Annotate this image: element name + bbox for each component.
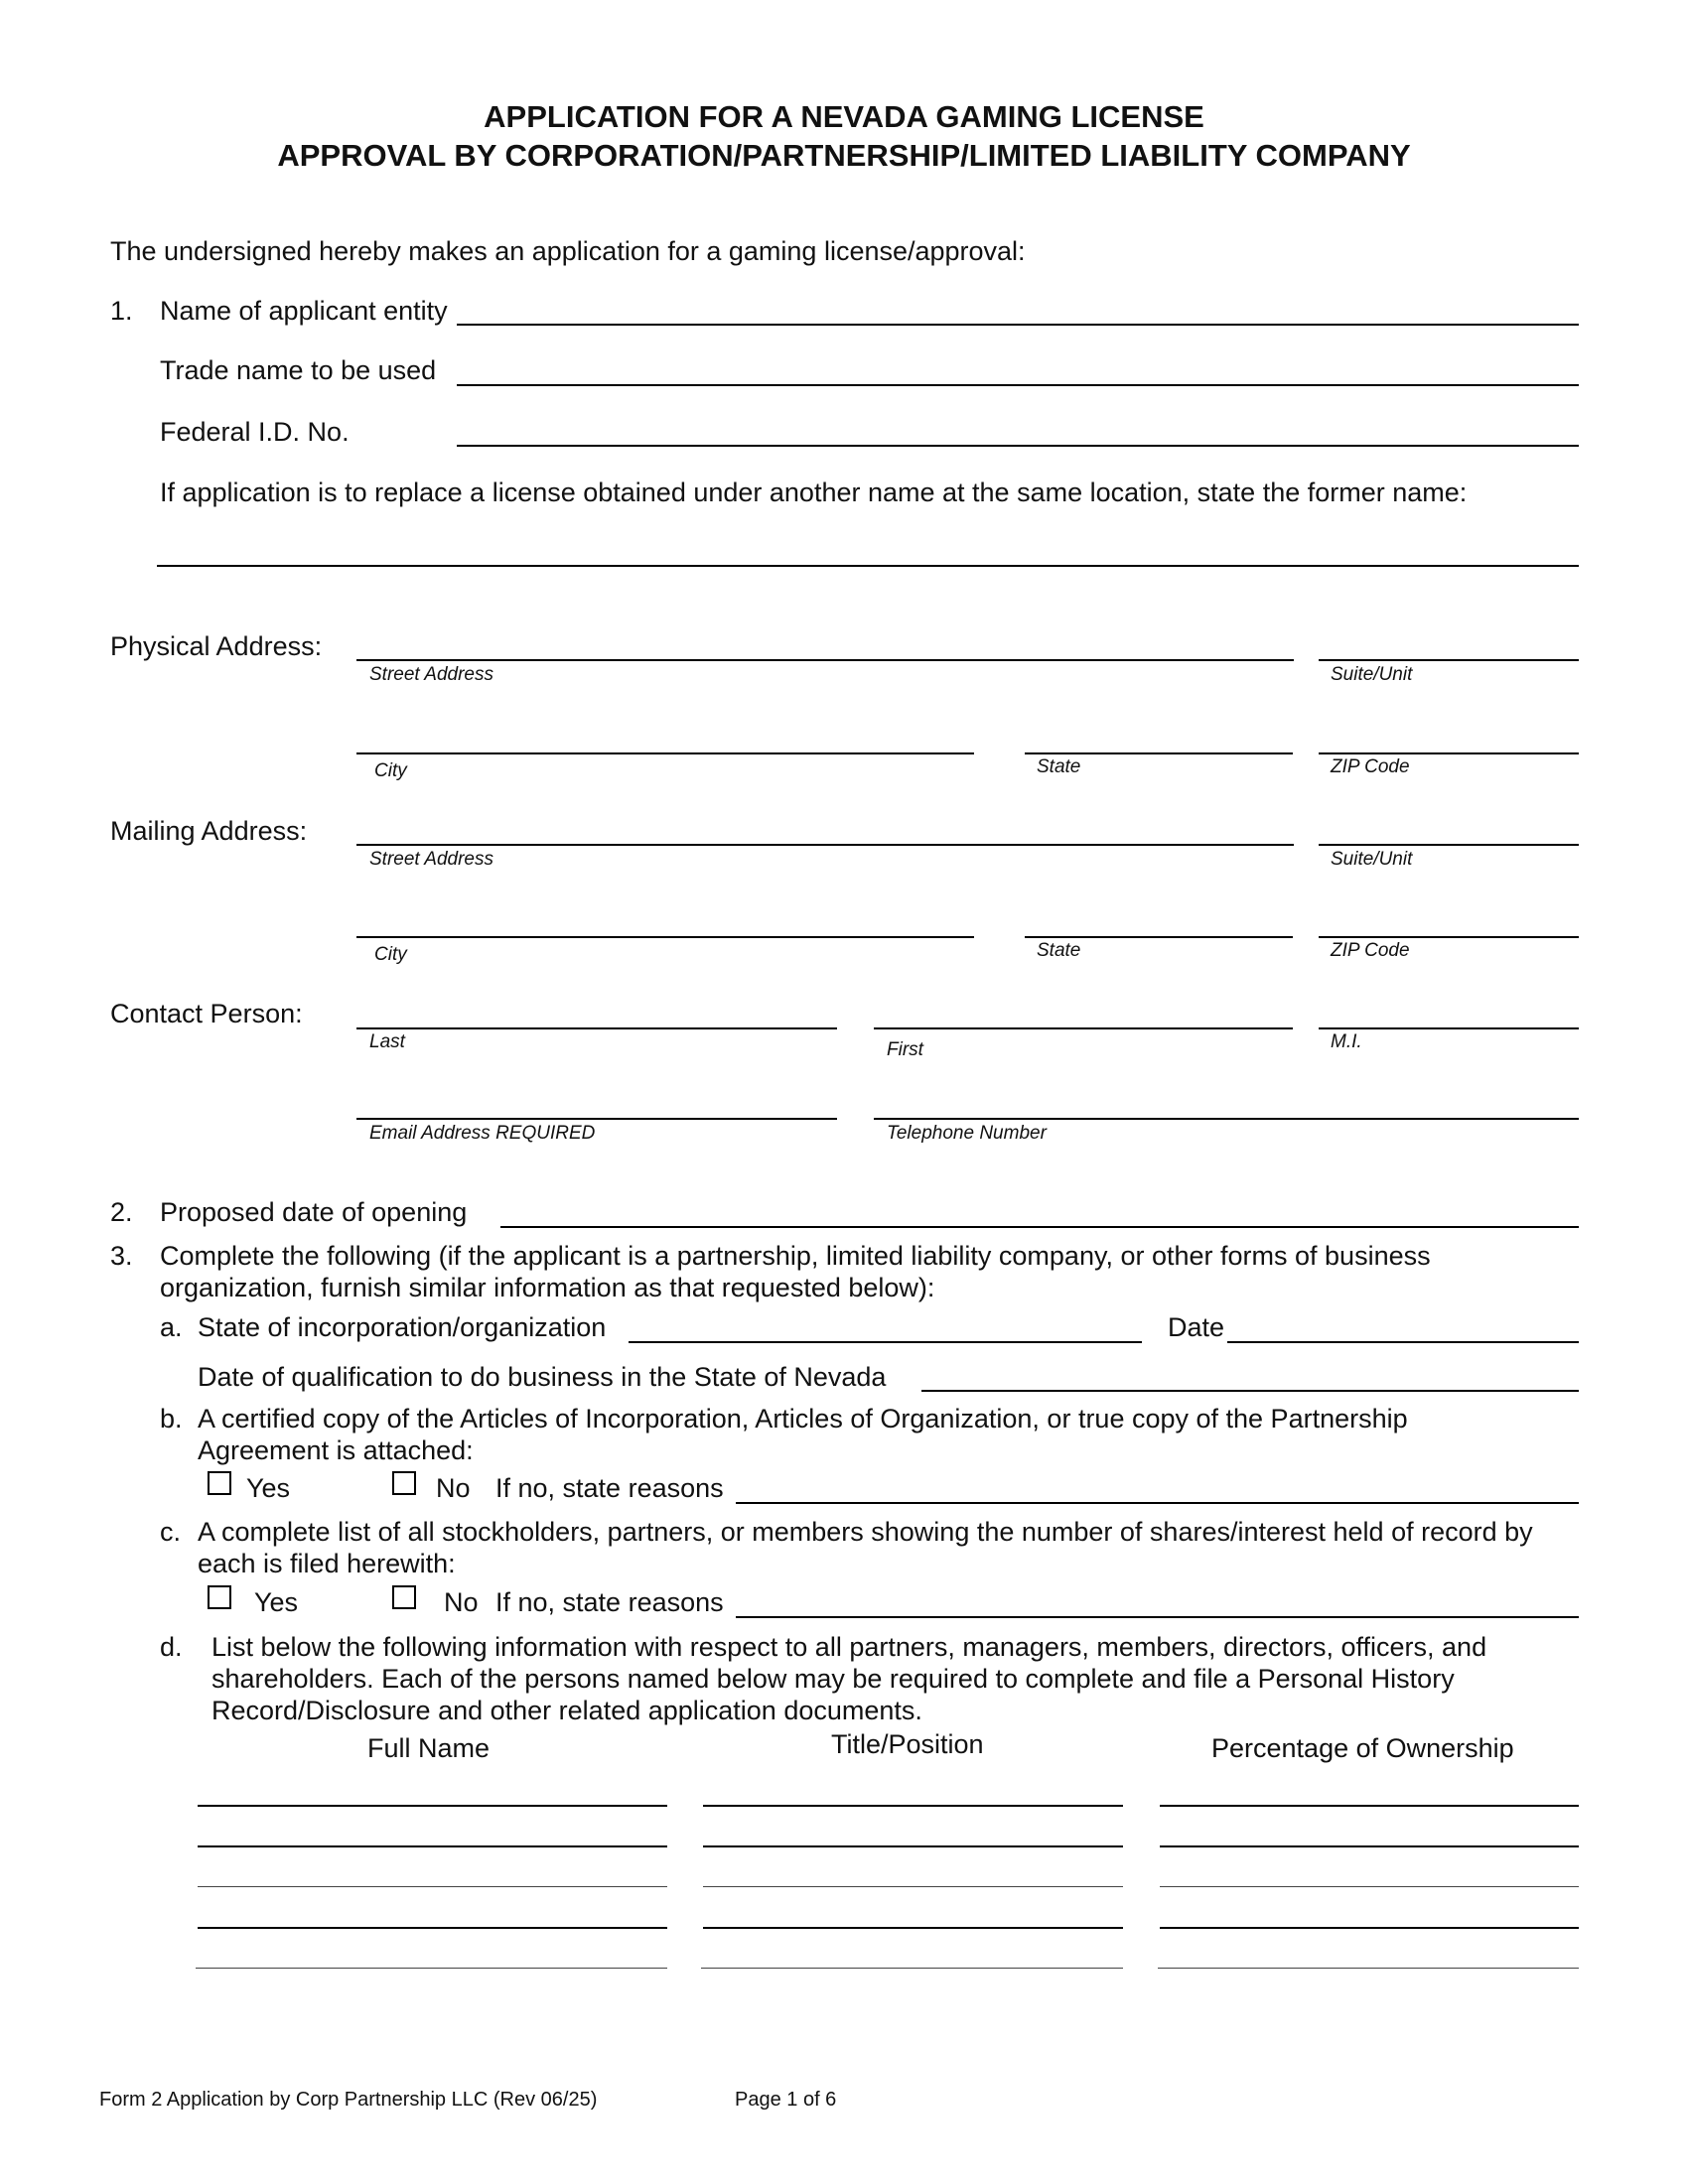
applicant-name-field[interactable] — [457, 324, 1579, 326]
row-5-title-field[interactable] — [701, 1968, 1123, 1969]
articles-no-checkbox[interactable] — [392, 1471, 416, 1495]
item-c-text-line1: A complete list of all stockholders, partners, or members showing the number of shares/interest held of record by — [198, 1517, 1533, 1547]
contact-email-caption: Email Address REQUIRED — [369, 1123, 596, 1144]
mailing-city-field[interactable] — [356, 936, 974, 938]
item-c-text-line2: each is filed herewith: — [198, 1549, 456, 1578]
item-a-letter: a. — [160, 1312, 183, 1342]
item-b-text-line1: A certified copy of the Articles of Incorporation, Articles of Organization, or true copy of the Partnership — [198, 1404, 1408, 1433]
physical-state-field[interactable] — [1025, 752, 1293, 754]
stockholders-reasons-label: If no, state reasons — [495, 1587, 724, 1617]
physical-state-caption: State — [1037, 756, 1081, 777]
contact-phone-caption: Telephone Number — [887, 1123, 1047, 1144]
column-header-ownership: Percentage of Ownership — [1211, 1733, 1514, 1763]
mailing-address-label: Mailing Address: — [110, 816, 308, 846]
articles-reasons-label: If no, state reasons — [495, 1473, 724, 1503]
contact-last-field[interactable] — [356, 1027, 837, 1029]
contact-last-caption: Last — [369, 1031, 405, 1052]
item-d-letter: d. — [160, 1632, 183, 1662]
item-d-text-line2: shareholders. Each of the persons named below may be required to complete and file a Personal History — [211, 1664, 1455, 1694]
mailing-state-field[interactable] — [1025, 936, 1293, 938]
federal-id-label: Federal I.D. No. — [160, 417, 350, 447]
column-header-full-name: Full Name — [367, 1733, 491, 1763]
articles-no-label: No — [436, 1473, 471, 1503]
item-b-letter: b. — [160, 1404, 183, 1433]
footer-form-id: Form 2 Application by Corp Partnership LLC (Rev 06/25) — [99, 2089, 598, 2111]
row-4-title-field[interactable] — [703, 1927, 1123, 1929]
item-d-text-line3: Record/Disclosure and other related application documents. — [211, 1696, 922, 1725]
qualification-date-label: Date of qualification to do business in the State of Nevada — [198, 1362, 887, 1392]
row-2-title-field[interactable] — [703, 1845, 1123, 1847]
state-of-incorporation-field[interactable] — [629, 1341, 1142, 1343]
row-1-full-name-field[interactable] — [198, 1805, 667, 1807]
row-3-full-name-field[interactable] — [198, 1886, 667, 1887]
physical-city-field[interactable] — [356, 752, 974, 754]
mailing-suite-caption: Suite/Unit — [1331, 849, 1413, 870]
mailing-street-field[interactable] — [356, 844, 1294, 846]
row-3-title-field[interactable] — [703, 1886, 1123, 1887]
contact-mi-field[interactable] — [1319, 1027, 1579, 1029]
applicant-name-label: Name of applicant entity — [160, 296, 448, 326]
physical-city-caption: City — [374, 760, 407, 781]
stockholders-no-checkbox[interactable] — [392, 1585, 416, 1609]
row-1-ownership-field[interactable] — [1160, 1805, 1579, 1807]
row-4-ownership-field[interactable] — [1160, 1927, 1579, 1929]
stockholders-reasons-field[interactable] — [736, 1616, 1579, 1618]
articles-yes-checkbox[interactable] — [208, 1471, 231, 1495]
mailing-zip-caption: ZIP Code — [1331, 940, 1410, 961]
trade-name-label: Trade name to be used — [160, 355, 437, 385]
row-1-title-field[interactable] — [703, 1805, 1123, 1807]
mailing-suite-field[interactable] — [1319, 844, 1579, 846]
column-header-title-position: Title/Position — [831, 1729, 984, 1759]
articles-reasons-field[interactable] — [736, 1502, 1579, 1504]
physical-street-caption: Street Address — [369, 664, 493, 685]
section-3-text-line2: organization, furnish similar information as that requested below): — [160, 1273, 935, 1302]
stockholders-no-label: No — [444, 1587, 479, 1617]
row-2-ownership-field[interactable] — [1160, 1845, 1579, 1847]
section-2-number: 2. — [110, 1197, 133, 1227]
stockholders-yes-checkbox[interactable] — [208, 1585, 231, 1609]
form-title-line1: APPLICATION FOR A NEVADA GAMING LICENSE — [484, 99, 1204, 134]
form-title-line2: APPROVAL BY CORPORATION/PARTNERSHIP/LIMITED LIABILITY COMPANY — [277, 138, 1411, 173]
intro-text: The undersigned hereby makes an application for a gaming license/approval: — [110, 236, 1026, 266]
incorporation-date-label: Date — [1168, 1312, 1225, 1342]
contact-person-label: Contact Person: — [110, 999, 303, 1028]
federal-id-field[interactable] — [457, 445, 1579, 447]
mailing-state-caption: State — [1037, 940, 1081, 961]
physical-suite-caption: Suite/Unit — [1331, 664, 1413, 685]
section-3-number: 3. — [110, 1241, 133, 1271]
item-b-text-line2: Agreement is attached: — [198, 1435, 474, 1465]
footer-page-number: Page 1 of 6 — [735, 2089, 837, 2111]
contact-first-field[interactable] — [874, 1027, 1293, 1029]
opening-date-label: Proposed date of opening — [160, 1197, 468, 1227]
articles-yes-label: Yes — [246, 1473, 291, 1503]
physical-street-field[interactable] — [356, 659, 1294, 661]
physical-suite-field[interactable] — [1319, 659, 1579, 661]
physical-zip-field[interactable] — [1319, 752, 1579, 754]
incorporation-date-field[interactable] — [1227, 1341, 1579, 1343]
former-name-field[interactable] — [157, 565, 1579, 567]
section-1-number: 1. — [110, 296, 133, 326]
row-4-full-name-field[interactable] — [198, 1927, 667, 1929]
item-c-letter: c. — [160, 1517, 182, 1547]
physical-address-label: Physical Address: — [110, 631, 323, 661]
trade-name-field[interactable] — [457, 384, 1579, 386]
qualification-date-field[interactable] — [921, 1390, 1579, 1392]
mailing-street-caption: Street Address — [369, 849, 493, 870]
physical-zip-caption: ZIP Code — [1331, 756, 1410, 777]
row-5-full-name-field[interactable] — [196, 1968, 667, 1969]
contact-first-caption: First — [887, 1039, 923, 1060]
stockholders-yes-label: Yes — [254, 1587, 299, 1617]
row-5-ownership-field[interactable] — [1158, 1968, 1579, 1969]
mailing-zip-field[interactable] — [1319, 936, 1579, 938]
opening-date-field[interactable] — [500, 1226, 1579, 1228]
former-name-label: If application is to replace a license obtained under another name at the same location, state the former name: — [160, 478, 1468, 507]
contact-email-field[interactable] — [356, 1118, 837, 1120]
contact-phone-field[interactable] — [874, 1118, 1579, 1120]
row-2-full-name-field[interactable] — [198, 1845, 667, 1847]
mailing-city-caption: City — [374, 944, 407, 965]
section-3-text-line1: Complete the following (if the applicant is a partnership, limited liability company, or other forms of business — [160, 1241, 1431, 1271]
state-of-incorporation-label: State of incorporation/organization — [198, 1312, 607, 1342]
item-d-text-line1: List below the following information with respect to all partners, managers, members, directors, officers, and — [211, 1632, 1487, 1662]
contact-mi-caption: M.I. — [1331, 1031, 1362, 1052]
row-3-ownership-field[interactable] — [1160, 1886, 1579, 1887]
